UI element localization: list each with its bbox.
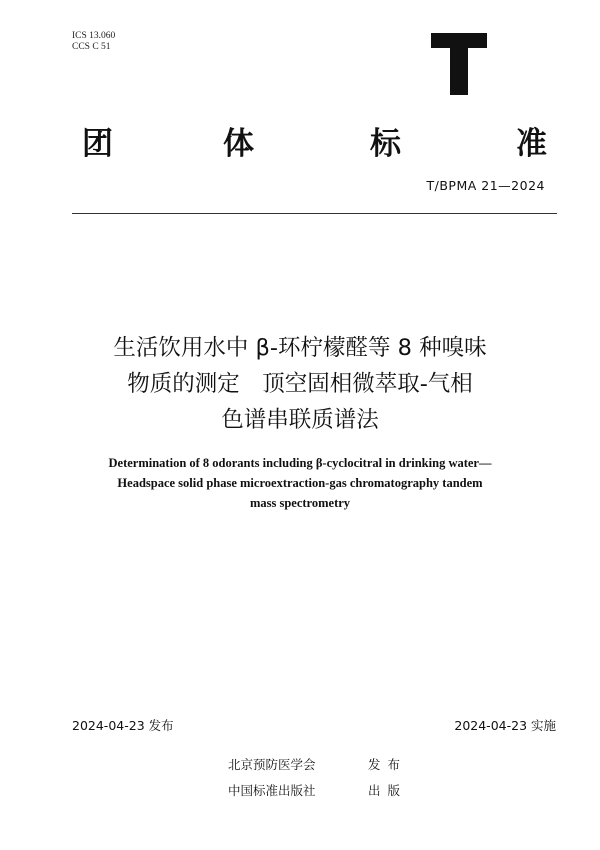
standard-type-char: 团 — [82, 126, 113, 162]
publisher-row — [228, 752, 428, 778]
standard-number: T/BPMA 21—2024 — [426, 178, 545, 193]
standard-type-title — [0, 118, 600, 162]
publisher-name: 中国标准出版社 — [228, 783, 316, 798]
english-title-line: Headspace solid phase microextraction-gas chromatography tandem — [117, 476, 483, 490]
publisher-action: 出版 — [368, 783, 408, 798]
chinese-title — [50, 330, 550, 438]
ics-code: ICS 13.060 — [72, 31, 116, 41]
english-title-line: Determination of 8 odorants including β-cyclocitral in drinking water— — [108, 456, 492, 470]
chinese-title-line: 色谱串联质谱法 — [221, 407, 379, 433]
chinese-title-line: 生活饮用水中 β-环柠檬醛等 8 种嗅味 — [113, 335, 487, 361]
publisher-name: 北京预防医学会 — [228, 757, 316, 772]
standard-type-char: 准 — [516, 126, 547, 162]
standard-type-char: 标 — [370, 126, 401, 162]
classification-codes — [72, 31, 115, 53]
standard-type-char: 体 — [223, 126, 254, 162]
publisher-block — [228, 752, 428, 804]
publisher-row — [228, 778, 428, 804]
english-title-line: mass spectrometry — [249, 496, 351, 510]
standard-type-logo — [431, 33, 487, 95]
header-divider — [72, 213, 557, 214]
english-title — [80, 453, 520, 513]
chinese-title-line: 物质的测定 顶空固相微萃取-气相 — [127, 371, 473, 397]
ccs-code: CCS C 51 — [72, 42, 111, 52]
implementation-date: 2024-04-23 实施 — [454, 718, 556, 733]
issue-date: 2024-04-23 发布 — [72, 718, 174, 733]
publisher-action: 发布 — [368, 757, 408, 772]
